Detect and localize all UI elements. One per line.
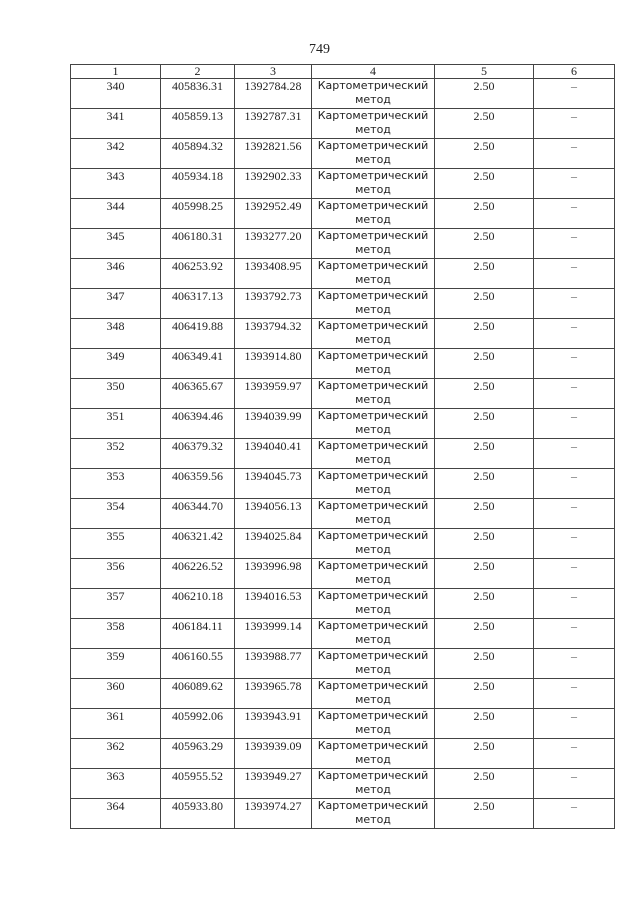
accuracy-cell: 2.50	[435, 469, 534, 499]
x-coordinate-cell: 406321.42	[161, 529, 235, 559]
description-cell: –	[534, 379, 615, 409]
x-coordinate-cell: 405955.52	[161, 769, 235, 799]
accuracy-cell: 2.50	[435, 259, 534, 289]
description-cell: –	[534, 619, 615, 649]
x-coordinate-cell: 406226.52	[161, 559, 235, 589]
method-cell: Картометрический метод	[312, 259, 435, 289]
point-number-cell: 362	[71, 739, 161, 769]
description-cell: –	[534, 799, 615, 829]
x-coordinate-cell: 406210.18	[161, 589, 235, 619]
method-cell: Картометрический метод	[312, 379, 435, 409]
method-cell: Картометрический метод	[312, 799, 435, 829]
method-cell: Картометрический метод	[312, 439, 435, 469]
point-number-cell: 357	[71, 589, 161, 619]
y-coordinate-cell: 1393794.32	[235, 319, 312, 349]
accuracy-cell: 2.50	[435, 559, 534, 589]
method-cell: Картометрический метод	[312, 619, 435, 649]
x-coordinate-cell: 405836.31	[161, 79, 235, 109]
x-coordinate-cell: 406394.46	[161, 409, 235, 439]
description-cell: –	[534, 109, 615, 139]
header-row	[71, 65, 615, 79]
method-cell: Картометрический метод	[312, 589, 435, 619]
column-header-4: 4	[312, 65, 435, 79]
x-coordinate-cell: 405992.06	[161, 709, 235, 739]
table-row	[71, 439, 615, 469]
y-coordinate-cell: 1393949.27	[235, 769, 312, 799]
method-cell: Картометрический метод	[312, 469, 435, 499]
y-coordinate-cell: 1392787.31	[235, 109, 312, 139]
description-cell: –	[534, 679, 615, 709]
description-cell: –	[534, 79, 615, 109]
x-coordinate-cell: 406160.55	[161, 649, 235, 679]
method-cell: Картометрический метод	[312, 709, 435, 739]
table-row	[71, 319, 615, 349]
x-coordinate-cell: 406184.11	[161, 619, 235, 649]
y-coordinate-cell: 1392821.56	[235, 139, 312, 169]
x-coordinate-cell: 406089.62	[161, 679, 235, 709]
y-coordinate-cell: 1393408.95	[235, 259, 312, 289]
method-cell: Картометрический метод	[312, 319, 435, 349]
x-coordinate-cell: 406317.13	[161, 289, 235, 319]
table-row	[71, 739, 615, 769]
point-number-cell: 346	[71, 259, 161, 289]
method-cell: Картометрический метод	[312, 649, 435, 679]
table-row	[71, 799, 615, 829]
table-row	[71, 649, 615, 679]
table-row	[71, 589, 615, 619]
y-coordinate-cell: 1394039.99	[235, 409, 312, 439]
column-header-6: 6	[534, 65, 615, 79]
column-header-5: 5	[435, 65, 534, 79]
description-cell: –	[534, 289, 615, 319]
table-row	[71, 109, 615, 139]
description-cell: –	[534, 559, 615, 589]
point-number-cell: 359	[71, 649, 161, 679]
x-coordinate-cell: 405998.25	[161, 199, 235, 229]
y-coordinate-cell: 1392902.33	[235, 169, 312, 199]
description-cell: –	[534, 769, 615, 799]
point-number-cell: 350	[71, 379, 161, 409]
table-row	[71, 679, 615, 709]
accuracy-cell: 2.50	[435, 589, 534, 619]
description-cell: –	[534, 199, 615, 229]
description-cell: –	[534, 499, 615, 529]
x-coordinate-cell: 406349.41	[161, 349, 235, 379]
x-coordinate-cell: 405934.18	[161, 169, 235, 199]
accuracy-cell: 2.50	[435, 139, 534, 169]
accuracy-cell: 2.50	[435, 769, 534, 799]
point-number-cell: 356	[71, 559, 161, 589]
x-coordinate-cell: 406365.67	[161, 379, 235, 409]
y-coordinate-cell: 1393974.27	[235, 799, 312, 829]
point-number-cell: 349	[71, 349, 161, 379]
point-number-cell: 358	[71, 619, 161, 649]
point-number-cell: 344	[71, 199, 161, 229]
method-cell: Картометрический метод	[312, 79, 435, 109]
x-coordinate-cell: 405933.80	[161, 799, 235, 829]
accuracy-cell: 2.50	[435, 199, 534, 229]
x-coordinate-cell: 406253.92	[161, 259, 235, 289]
method-cell: Картометрический метод	[312, 769, 435, 799]
table-row	[71, 619, 615, 649]
accuracy-cell: 2.50	[435, 319, 534, 349]
method-cell: Картометрический метод	[312, 679, 435, 709]
y-coordinate-cell: 1394025.84	[235, 529, 312, 559]
y-coordinate-cell: 1393999.14	[235, 619, 312, 649]
accuracy-cell: 2.50	[435, 709, 534, 739]
point-number-cell: 342	[71, 139, 161, 169]
accuracy-cell: 2.50	[435, 379, 534, 409]
x-coordinate-cell: 406379.32	[161, 439, 235, 469]
method-cell: Картометрический метод	[312, 499, 435, 529]
table-row	[71, 529, 615, 559]
column-header-2: 2	[161, 65, 235, 79]
y-coordinate-cell: 1393965.78	[235, 679, 312, 709]
description-cell: –	[534, 709, 615, 739]
accuracy-cell: 2.50	[435, 499, 534, 529]
y-coordinate-cell: 1394016.53	[235, 589, 312, 619]
method-cell: Картометрический метод	[312, 559, 435, 589]
y-coordinate-cell: 1392784.28	[235, 79, 312, 109]
accuracy-cell: 2.50	[435, 679, 534, 709]
point-number-cell: 345	[71, 229, 161, 259]
accuracy-cell: 2.50	[435, 529, 534, 559]
description-cell: –	[534, 469, 615, 499]
y-coordinate-cell: 1394056.13	[235, 499, 312, 529]
description-cell: –	[534, 649, 615, 679]
method-cell: Картометрический метод	[312, 169, 435, 199]
table-row	[71, 379, 615, 409]
table-row	[71, 169, 615, 199]
description-cell: –	[534, 409, 615, 439]
accuracy-cell: 2.50	[435, 169, 534, 199]
point-number-cell: 341	[71, 109, 161, 139]
table-row	[71, 199, 615, 229]
point-number-cell: 364	[71, 799, 161, 829]
description-cell: –	[534, 319, 615, 349]
description-cell: –	[534, 739, 615, 769]
description-cell: –	[534, 529, 615, 559]
method-cell: Картометрический метод	[312, 109, 435, 139]
y-coordinate-cell: 1393277.20	[235, 229, 312, 259]
y-coordinate-cell: 1393943.91	[235, 709, 312, 739]
method-cell: Картометрический метод	[312, 529, 435, 559]
x-coordinate-cell: 405894.32	[161, 139, 235, 169]
description-cell: –	[534, 439, 615, 469]
table-row	[71, 79, 615, 109]
point-number-cell: 355	[71, 529, 161, 559]
table-row	[71, 409, 615, 439]
y-coordinate-cell: 1393996.98	[235, 559, 312, 589]
point-number-cell: 352	[71, 439, 161, 469]
description-cell: –	[534, 139, 615, 169]
method-cell: Картометрический метод	[312, 739, 435, 769]
accuracy-cell: 2.50	[435, 439, 534, 469]
point-number-cell: 343	[71, 169, 161, 199]
method-cell: Картометрический метод	[312, 349, 435, 379]
table-body	[71, 79, 615, 829]
accuracy-cell: 2.50	[435, 619, 534, 649]
accuracy-cell: 2.50	[435, 109, 534, 139]
table-row	[71, 289, 615, 319]
x-coordinate-cell: 406344.70	[161, 499, 235, 529]
point-number-cell: 360	[71, 679, 161, 709]
column-header-1: 1	[71, 65, 161, 79]
table-row	[71, 259, 615, 289]
method-cell: Картометрический метод	[312, 139, 435, 169]
accuracy-cell: 2.50	[435, 799, 534, 829]
table-header	[71, 65, 615, 79]
point-number-cell: 347	[71, 289, 161, 319]
accuracy-cell: 2.50	[435, 289, 534, 319]
table-row	[71, 499, 615, 529]
y-coordinate-cell: 1394045.73	[235, 469, 312, 499]
method-cell: Картометрический метод	[312, 409, 435, 439]
point-number-cell: 348	[71, 319, 161, 349]
y-coordinate-cell: 1392952.49	[235, 199, 312, 229]
x-coordinate-cell: 406359.56	[161, 469, 235, 499]
y-coordinate-cell: 1393792.73	[235, 289, 312, 319]
y-coordinate-cell: 1393939.09	[235, 739, 312, 769]
accuracy-cell: 2.50	[435, 649, 534, 679]
table-row	[71, 709, 615, 739]
column-header-3: 3	[235, 65, 312, 79]
accuracy-cell: 2.50	[435, 229, 534, 259]
accuracy-cell: 2.50	[435, 79, 534, 109]
table-row	[71, 139, 615, 169]
x-coordinate-cell: 405963.29	[161, 739, 235, 769]
table-row	[71, 559, 615, 589]
point-number-cell: 340	[71, 79, 161, 109]
y-coordinate-cell: 1393988.77	[235, 649, 312, 679]
y-coordinate-cell: 1394040.41	[235, 439, 312, 469]
point-number-cell: 363	[71, 769, 161, 799]
x-coordinate-cell: 406180.31	[161, 229, 235, 259]
accuracy-cell: 2.50	[435, 409, 534, 439]
table-row	[71, 229, 615, 259]
page-number: 749	[309, 42, 330, 57]
x-coordinate-cell: 406419.88	[161, 319, 235, 349]
point-number-cell: 354	[71, 499, 161, 529]
description-cell: –	[534, 229, 615, 259]
point-number-cell: 361	[71, 709, 161, 739]
table-row	[71, 349, 615, 379]
method-cell: Картометрический метод	[312, 229, 435, 259]
method-cell: Картометрический метод	[312, 289, 435, 319]
point-number-cell: 351	[71, 409, 161, 439]
description-cell: –	[534, 259, 615, 289]
point-number-cell: 353	[71, 469, 161, 499]
y-coordinate-cell: 1393959.97	[235, 379, 312, 409]
description-cell: –	[534, 169, 615, 199]
description-cell: –	[534, 349, 615, 379]
table-row	[71, 469, 615, 499]
method-cell: Картометрический метод	[312, 199, 435, 229]
x-coordinate-cell: 405859.13	[161, 109, 235, 139]
coordinates-table	[70, 64, 615, 829]
description-cell: –	[534, 589, 615, 619]
accuracy-cell: 2.50	[435, 739, 534, 769]
table-row	[71, 769, 615, 799]
y-coordinate-cell: 1393914.80	[235, 349, 312, 379]
accuracy-cell: 2.50	[435, 349, 534, 379]
